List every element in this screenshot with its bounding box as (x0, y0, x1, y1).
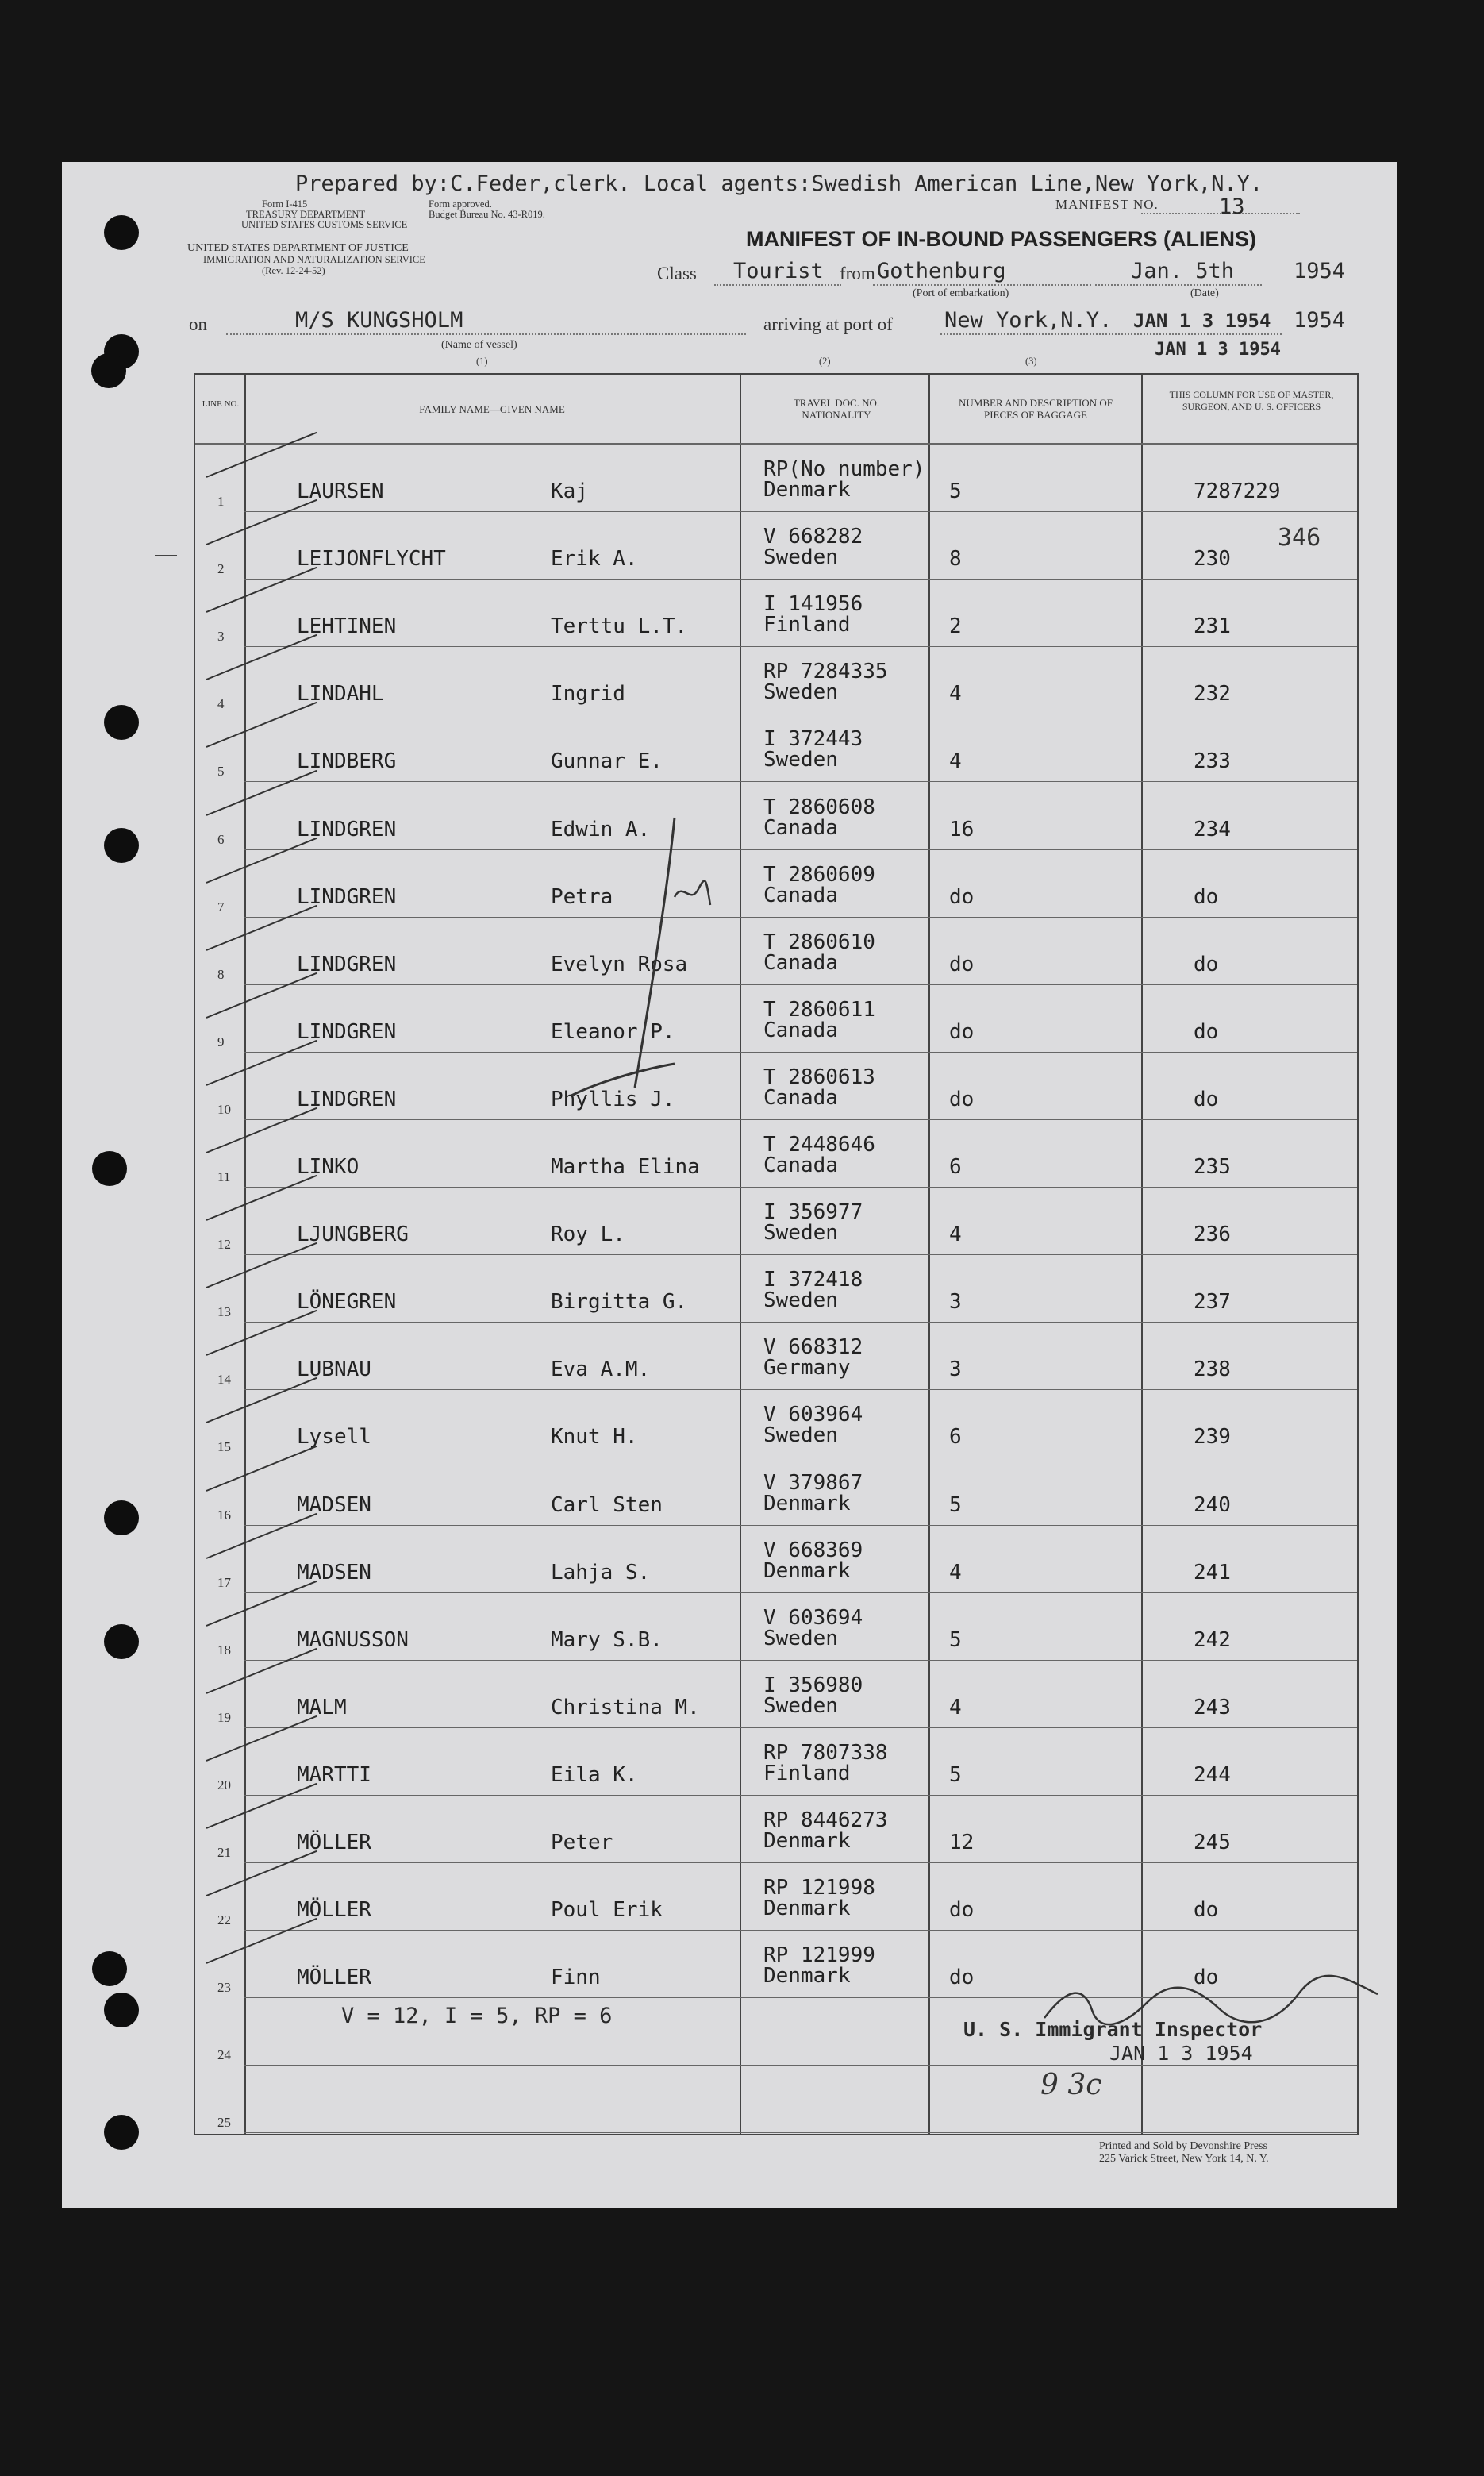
arrival-date-stamp: JAN 1 3 1954 (1133, 310, 1271, 332)
officer-number: 244 (1194, 1762, 1231, 1787)
family-name: MÖLLER (297, 1831, 371, 1854)
baggage-count: do (949, 884, 975, 909)
col1-caption: (1) (476, 356, 488, 367)
line-number: 9 (217, 1034, 225, 1049)
form-number: Form I-415 (262, 198, 308, 210)
check-mark (206, 432, 317, 478)
travel-doc-number: RP 121999 (763, 1943, 875, 1968)
printer-line-1: Printed and Sold by Devonshire Press (1099, 2140, 1267, 2152)
table-row (195, 783, 1357, 851)
officer-number: 7287229 (1194, 479, 1281, 503)
travel-doc-number: V 668369 (763, 1538, 863, 1562)
table-row (195, 1120, 1357, 1188)
line-number: 17 (217, 1574, 231, 1590)
baggage-count: 16 (949, 817, 975, 841)
doj-line: UNITED STATES DEPARTMENT OF JUSTICE (187, 242, 409, 254)
header-baggage: NUMBER AND DESCRIPTION OF PIECES OF BAGGAGE (959, 397, 1113, 421)
nationality: Sweden (763, 1221, 838, 1246)
given-name: Lahja S. (551, 1560, 651, 1585)
table-row (195, 1728, 1357, 1796)
nationality: Canada (763, 1153, 838, 1177)
travel-doc-number: RP 7807338 (763, 1740, 888, 1765)
nationality: Sweden (763, 1288, 838, 1313)
header-officers: THIS COLUMN FOR USE OF MASTER, SURGEON, AND U. S. OFFICERS (1169, 389, 1334, 412)
handwritten-346: 346 (1278, 524, 1321, 552)
family-name: MADSEN (297, 1492, 371, 1517)
embarkation-date: Jan. 5th (1131, 259, 1235, 283)
officer-number: do (1194, 884, 1219, 909)
revision-date: (Rev. 12-24-52) (262, 265, 325, 276)
table-row (195, 647, 1357, 715)
table-row (195, 1796, 1357, 1864)
baggage-count: 8 (949, 547, 962, 572)
given-name: Birgitta G. (551, 1290, 688, 1315)
line-number: 16 (217, 1507, 231, 1523)
family-name: MADSEN (297, 1560, 371, 1585)
travel-doc-number: T 2860611 (763, 997, 875, 1022)
binder-hole (104, 2115, 139, 2150)
officer-number: do (1194, 1019, 1219, 1044)
officer-number: do (1194, 1087, 1219, 1111)
line-number: 1 (217, 494, 225, 509)
binder-hole (91, 353, 126, 388)
line-number: 8 (217, 966, 225, 982)
header-line-no: LINE NO. (202, 399, 240, 409)
table-row (195, 985, 1357, 1053)
port-embarkation-caption: (Port of embarkation) (913, 287, 1009, 299)
given-name: Petra (551, 884, 613, 909)
baggage-count: 5 (949, 1762, 962, 1787)
travel-doc-number: T 2448646 (763, 1133, 875, 1157)
line-number: 21 (217, 1845, 231, 1860)
table-row (195, 1053, 1357, 1121)
officer-number: 230 (1194, 547, 1231, 572)
line-number: 18 (217, 1642, 231, 1658)
form-approved: Form approved. (429, 198, 492, 210)
given-name: Eleanor P. (551, 1019, 675, 1044)
line-number: 6 (217, 831, 225, 847)
travel-doc-number: V 668312 (763, 1335, 863, 1360)
given-name: Terttu L.T. (551, 614, 688, 639)
nationality: Denmark (763, 1558, 851, 1583)
header-travel-doc: TRAVEL DOC. NO. NATIONALITY (793, 397, 880, 421)
table-row (195, 512, 1357, 580)
travel-doc-number: V 603964 (763, 1403, 863, 1427)
family-name: LINDGREN (297, 952, 397, 976)
line-number: 13 (217, 1304, 231, 1320)
nationality: Sweden (763, 1693, 838, 1718)
table-row (195, 580, 1357, 648)
given-name: Edwin A. (551, 817, 651, 841)
family-name: MARTTI (297, 1762, 371, 1787)
port-embarkation: Gothenburg (877, 259, 1006, 283)
table-row (195, 445, 1357, 513)
travel-doc-number: RP 8446273 (763, 1808, 888, 1832)
baggage-count: do (949, 1019, 975, 1044)
line-number: 19 (217, 1709, 231, 1725)
binder-hole (104, 705, 139, 740)
travel-doc-number: RP(No number) (763, 457, 925, 481)
nationality: Denmark (763, 478, 851, 502)
line-number: 3 (217, 629, 225, 645)
nationality: Sweden (763, 748, 838, 772)
line-number: 23 (217, 1980, 231, 1996)
officer-number: 240 (1194, 1492, 1231, 1517)
customs-service: UNITED STATES CUSTOMS SERVICE (241, 219, 408, 230)
given-name: Mary S.B. (551, 1627, 663, 1652)
family-name: LINDBERG (297, 749, 397, 774)
inspector-stamp: U. S. Immigrant Inspector (963, 2018, 1263, 2041)
table-row (195, 1593, 1357, 1662)
given-name: Peter (551, 1831, 613, 1854)
family-name: LINDAHL (297, 682, 384, 707)
table-row (195, 2066, 1357, 2134)
binder-hole (92, 1151, 127, 1186)
nationality: Denmark (763, 1896, 851, 1921)
bracket-annotation (556, 802, 730, 1103)
travel-doc-number: V 603694 (763, 1605, 863, 1630)
year-1: 1954 (1294, 259, 1346, 283)
line-number: 2 (217, 561, 225, 577)
family-name: MAGNUSSON (297, 1627, 409, 1652)
binder-hole (104, 828, 139, 863)
travel-doc-number: RP 121998 (763, 1876, 875, 1900)
baggage-count: 2 (949, 614, 962, 639)
baggage-count: 3 (949, 1290, 962, 1315)
date-caption: (Date) (1190, 287, 1219, 299)
family-name: LEIJONFLYCHT (297, 547, 446, 572)
officer-number: 234 (1194, 817, 1231, 841)
given-name: Evelyn Rosa (551, 952, 688, 976)
travel-doc-number: I 356977 (763, 1200, 863, 1225)
officer-number: do (1194, 1898, 1219, 1923)
nationality: Sweden (763, 1423, 838, 1448)
baggage-count: 5 (949, 1492, 962, 1517)
table-row (195, 1863, 1357, 1931)
header-name: FAMILY NAME—GIVEN NAME (419, 403, 565, 415)
line-number: 25 (217, 2115, 231, 2131)
class-label: Class (657, 264, 697, 283)
travel-doc-number: T 2860613 (763, 1065, 875, 1089)
manifest-no-label: MANIFEST NO. (1055, 197, 1159, 212)
officer-number: 237 (1194, 1290, 1231, 1315)
arriving-label: arriving at port of (763, 314, 893, 334)
on-label: on (189, 314, 207, 334)
arriving-line (940, 333, 1282, 335)
travel-doc-number: T 2860608 (763, 795, 875, 819)
baggage-count: 4 (949, 1560, 962, 1585)
line-number: 12 (217, 1237, 231, 1253)
officer-number: 235 (1194, 1155, 1231, 1179)
officer-number: 233 (1194, 749, 1231, 774)
vessel-name: M/S KUNGSHOLM (295, 308, 463, 333)
baggage-count: 6 (949, 1425, 962, 1450)
binder-hole (104, 1993, 139, 2027)
table-row (195, 1188, 1357, 1256)
travel-doc-number: V 668282 (763, 525, 863, 549)
given-name: Kaj (551, 479, 588, 503)
nationality: Canada (763, 883, 838, 907)
treasury-dept: TREASURY DEPARTMENT (246, 209, 366, 220)
officer-number: do (1194, 1966, 1219, 1990)
from-label: from (840, 264, 875, 283)
table-row (195, 850, 1357, 918)
table-row (195, 1661, 1357, 1729)
nationality: Sweden (763, 1626, 838, 1650)
line-number: 24 (217, 2047, 231, 2063)
given-name: Phyllis J. (551, 1087, 675, 1111)
table-row (195, 1255, 1357, 1323)
date-line (1095, 284, 1262, 286)
binder-hole (104, 1500, 139, 1535)
budget-bureau: Budget Bureau No. 43-R019. (429, 209, 545, 220)
class-line (714, 284, 841, 286)
prepared-by-line: Prepared by:C.Feder,clerk. Local agents:Swedish American Line,New York,N.Y. (295, 171, 1263, 196)
table-row (195, 714, 1357, 783)
line-number: 22 (217, 1912, 231, 1928)
travel-doc-number: I 372418 (763, 1268, 863, 1292)
travel-doc-number: T 2860609 (763, 862, 875, 887)
baggage-count: 4 (949, 682, 962, 707)
manifest-title: MANIFEST OF IN-BOUND PASSENGERS (ALIENS) (746, 227, 1257, 251)
officer-number: 239 (1194, 1425, 1231, 1450)
class-value: Tourist (733, 259, 824, 283)
nationality: Finland (763, 1761, 851, 1785)
family-name: LINDGREN (297, 1019, 397, 1044)
officer-number: 242 (1194, 1627, 1231, 1652)
officer-number: 241 (1194, 1560, 1231, 1585)
handwritten-initials: 9 3c (1040, 2069, 1102, 2101)
family-name: MÖLLER (297, 1898, 371, 1923)
table-row (195, 1323, 1357, 1391)
nationality: Denmark (763, 1964, 851, 1989)
table-row (195, 1390, 1357, 1458)
binder-hole (92, 1951, 127, 1986)
family-name: Lysell (297, 1425, 371, 1450)
travel-doc-number: RP 7284335 (763, 660, 888, 684)
travel-doc-number: T 2860610 (763, 930, 875, 954)
margin-mark (155, 552, 179, 560)
given-name: Poul Erik (551, 1898, 663, 1923)
given-name: Roy L. (551, 1223, 625, 1247)
line-number: 4 (217, 696, 225, 712)
baggage-count: do (949, 1087, 975, 1111)
travel-doc-number: I 356980 (763, 1673, 863, 1697)
family-name: LAURSEN (297, 479, 384, 503)
given-name: Erik A. (551, 547, 638, 572)
nationality: Finland (763, 613, 851, 637)
given-name: Martha Elina (551, 1155, 700, 1179)
officer-number: 238 (1194, 1357, 1231, 1382)
officer-number: 236 (1194, 1223, 1231, 1247)
baggage-count: 3 (949, 1357, 962, 1382)
given-name: Ingrid (551, 682, 625, 707)
passenger-table (194, 373, 1359, 2135)
officer-number: 245 (1194, 1831, 1231, 1854)
given-name: Eva A.M. (551, 1357, 651, 1382)
nationality: Denmark (763, 1829, 851, 1853)
col3-caption: (3) (1025, 356, 1037, 367)
binder-hole (104, 215, 139, 250)
family-name: LJUNGBERG (297, 1223, 409, 1247)
doc-summary: V = 12, I = 5, RP = 6 (341, 2004, 613, 2028)
officer-number: do (1194, 952, 1219, 976)
baggage-count: do (949, 1966, 975, 1990)
inspector-signature (1036, 1970, 1386, 2034)
given-name: Knut H. (551, 1425, 638, 1450)
manifest-no-value: 13 (1219, 194, 1245, 219)
year-2: 1954 (1294, 308, 1346, 333)
inspector-date-stamp: JAN 1 3 1954 (1109, 2042, 1253, 2065)
travel-doc-number: V 379867 (763, 1470, 863, 1495)
from-line (873, 284, 1091, 286)
arrival-date-stamp-2: JAN 1 3 1954 (1155, 340, 1281, 360)
nationality: Sweden (763, 680, 838, 705)
line-number: 11 (217, 1169, 231, 1184)
line-number: 10 (217, 1101, 231, 1117)
nationality: Sweden (763, 545, 838, 570)
travel-doc-number: I 141956 (763, 592, 863, 617)
line-number: 5 (217, 764, 225, 780)
officer-number: 243 (1194, 1695, 1231, 1719)
family-name: LINDGREN (297, 817, 397, 841)
ins-line: IMMIGRATION AND NATURALIZATION SERVICE (203, 254, 425, 265)
officer-number: 231 (1194, 614, 1231, 639)
travel-doc-number: I 372443 (763, 727, 863, 752)
binder-hole (104, 1624, 139, 1659)
family-name: MALM (297, 1695, 347, 1719)
table-row (195, 1458, 1357, 1527)
baggage-count: do (949, 952, 975, 976)
nationality: Denmark (763, 1491, 851, 1515)
family-name: LÖNEGREN (297, 1290, 397, 1315)
row-divider (244, 2132, 1357, 2133)
vessel-line (226, 333, 746, 335)
baggage-count: 4 (949, 1223, 962, 1247)
family-name: LEHTINEN (297, 614, 397, 639)
baggage-count: 5 (949, 479, 962, 503)
line-number: 15 (217, 1439, 231, 1455)
arriving-port: New York,N.Y. (944, 308, 1113, 333)
family-name: LINDGREN (297, 884, 397, 909)
vessel-caption: (Name of vessel) (441, 339, 517, 351)
given-name: Gunnar E. (551, 749, 663, 774)
baggage-count: 4 (949, 1695, 962, 1719)
nationality: Canada (763, 1085, 838, 1110)
given-name: Finn (551, 1966, 601, 1990)
nationality: Canada (763, 815, 838, 840)
baggage-count: do (949, 1898, 975, 1923)
baggage-count: 4 (949, 749, 962, 774)
family-name: LINDGREN (297, 1087, 397, 1111)
baggage-count: 12 (949, 1831, 975, 1854)
table-row (195, 918, 1357, 986)
baggage-count: 5 (949, 1627, 962, 1652)
nationality: Germany (763, 1356, 851, 1380)
family-name: LUBNAU (297, 1357, 371, 1382)
table-row (195, 1526, 1357, 1594)
line-number: 14 (217, 1372, 231, 1388)
line-number: 20 (217, 1777, 231, 1793)
baggage-count: 6 (949, 1155, 962, 1179)
given-name: Eila K. (551, 1762, 638, 1787)
family-name: LINKO (297, 1155, 359, 1179)
line-number: 7 (217, 899, 225, 915)
given-name: Carl Sten (551, 1492, 663, 1517)
nationality: Canada (763, 950, 838, 975)
col2-caption: (2) (819, 356, 831, 367)
officer-number: 232 (1194, 682, 1231, 707)
family-name: MÖLLER (297, 1966, 371, 1990)
nationality: Canada (763, 1018, 838, 1042)
printer-line-2: 225 Varick Street, New York 14, N. Y. (1099, 2153, 1269, 2165)
given-name: Christina M. (551, 1695, 700, 1719)
